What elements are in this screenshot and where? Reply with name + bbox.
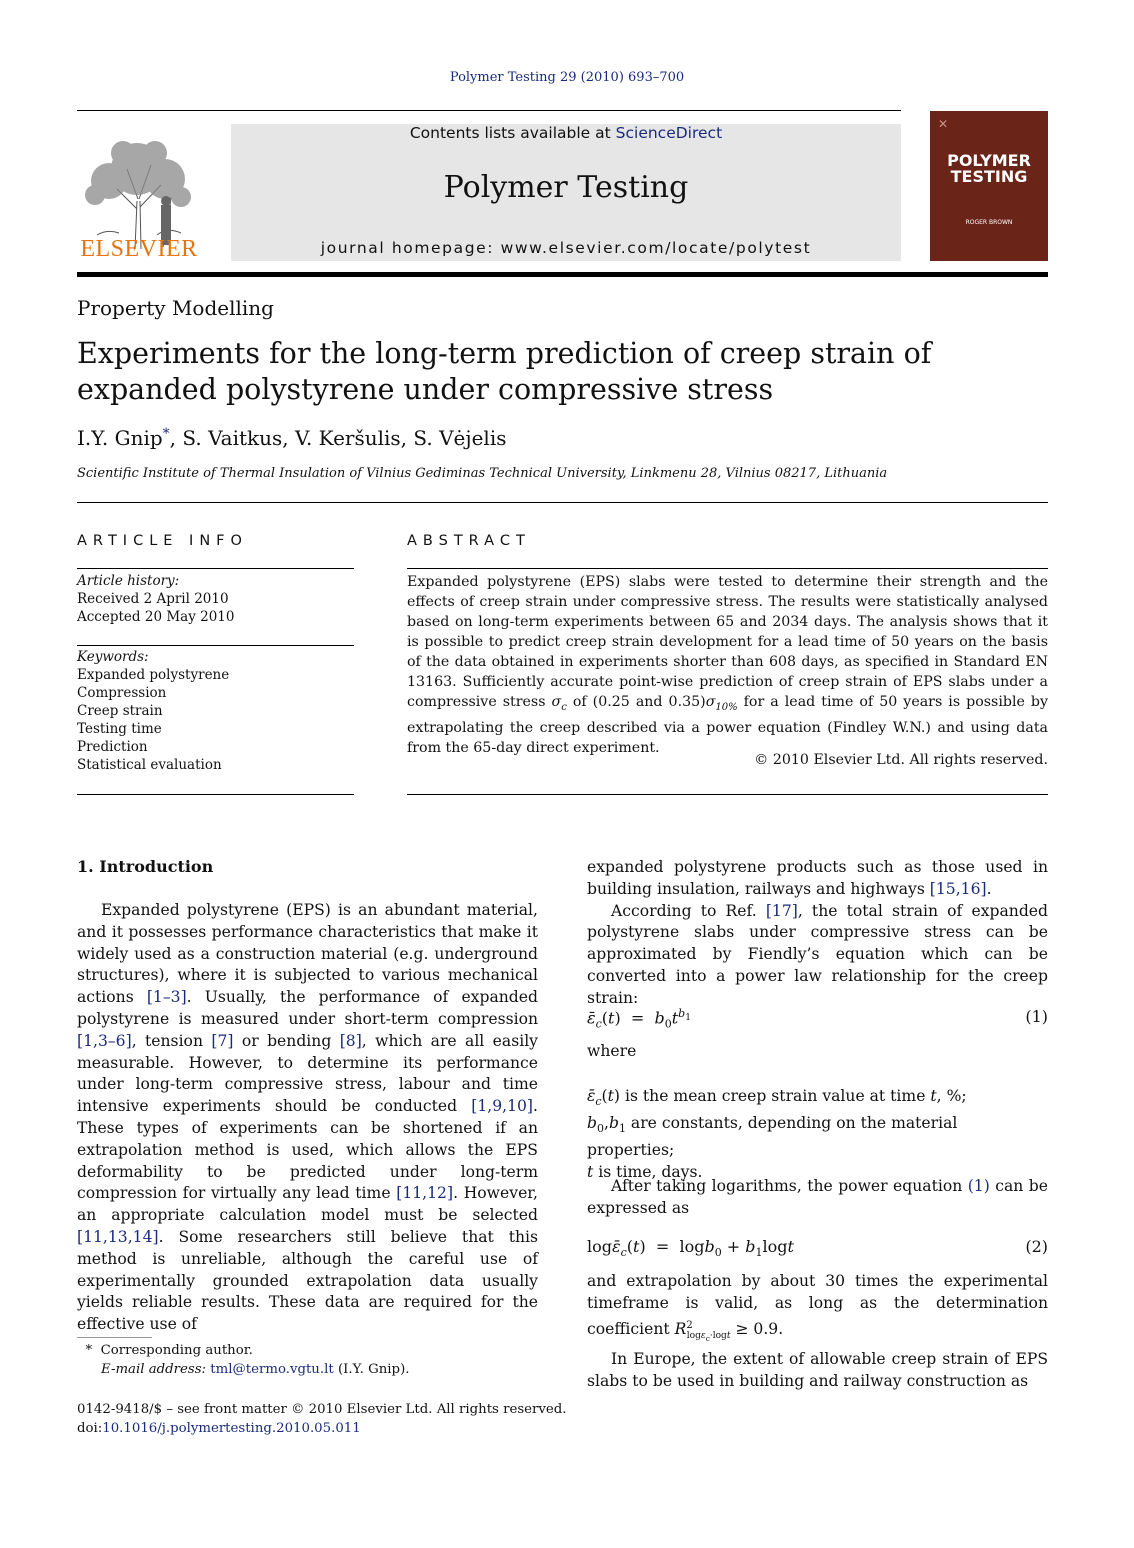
- paragraph-text: . These types of experiments can be shortened if an extrapolation method is used, which allows the EPS deformability to be predicted under long-term compression for virtually any lead time: [77, 1097, 538, 1203]
- keywords: Keywords: Expanded polystyrene Compression Creep strain Testing time Prediction Statistical evaluation: [77, 649, 230, 773]
- reference-link[interactable]: [11,12]: [396, 1184, 454, 1203]
- journal-citation[interactable]: Polymer Testing 29 (2010) 693–700: [449, 70, 685, 85]
- reference-link[interactable]: [8]: [339, 1031, 362, 1050]
- keyword: Prediction: [77, 739, 148, 755]
- cover-corner-mark: ✕: [938, 117, 949, 131]
- keyword: Creep strain: [77, 703, 163, 719]
- keyword: Expanded polystyrene: [77, 667, 230, 683]
- author-email-link[interactable]: tml@termo.vgtu.lt: [210, 1362, 334, 1377]
- right-paragraph-continued: [587, 857, 1048, 901]
- variable-definitions: [587, 1086, 1048, 1183]
- article-info-rule: [77, 568, 354, 569]
- journal-homepage[interactable]: journal homepage: www.elsevier.com/locate/polytest: [320, 239, 812, 257]
- equation-1-link[interactable]: (1): [967, 1177, 990, 1195]
- equation-2: $\log\varepsilon̄_c(t) = \log b_0 + b_1\log t$ (2): [587, 1237, 1048, 1260]
- doi-link[interactable]: 10.1016/j.polymertesting.2010.05.011: [102, 1421, 361, 1436]
- equation-1-number: (1): [1025, 1007, 1048, 1026]
- journal-cover: [930, 111, 1048, 261]
- abstract-text: Expanded polystyrene (EPS) slabs were tested to determine their strength and the effects of creep strain under compressive stress. The results were statistically analysed based on long-term experiments between 65 and 2034 days. The analysis shows that it is possible to predict creep strain development for a lead time of 50 years on the basis of the data obtained in experiments shorter than 608 days, as specified in Standard EN 13163. Sufficiently accurate point-wise prediction of creep strain of EPS slabs under a compressive stress $\sigma_c$ of (0.25 and $0.35)\sigma_{10\%}$ for a lead time of 50 years is possible by extrapolating the creep described via a power equation (Findley W.N.) and using data from the 65-day direct experiment.: [407, 574, 1049, 756]
- intro-left-column: [77, 900, 538, 1336]
- reference-link[interactable]: [1–3]: [146, 988, 187, 1007]
- intro-paragraph: [77, 900, 538, 1336]
- reference-link[interactable]: [11,13,14]: [77, 1227, 159, 1246]
- keyword: Testing time: [77, 721, 162, 737]
- paragraph-text: . Usually, the performance of expanded polystyrene is measured under short-term compression: [77, 988, 538, 1028]
- equation-2-number: (2): [1025, 1237, 1048, 1256]
- sigma-10: $\sigma_{10\%}$: [705, 694, 738, 713]
- journal-masthead: [231, 124, 901, 261]
- sciencedirect-link[interactable]: ScienceDirect: [615, 124, 723, 142]
- paragraph-text: , which are all easily measurable. However, to determine its performance under long-term compressive stress, labour and time intensive experiments should be conducted: [77, 1031, 538, 1116]
- paragraph-text: .: [986, 879, 992, 898]
- author-list: I.Y. Gnip*, S. Vaitkus, V. Keršulis, S. Vėjelis: [77, 426, 507, 450]
- paragraph-text: Expanded polystyrene (EPS) is an abundant material, and it possesses performance characteristics that make it widely used as a construction material (e.g. underground structures), where it is subjected to various mechanical actions: [77, 901, 538, 1007]
- header-top-rule: [77, 110, 901, 111]
- title-bottom-rule: [77, 502, 1048, 503]
- keywords-rule: [77, 645, 354, 646]
- reference-link[interactable]: [15,16]: [929, 879, 987, 898]
- contents-line: Contents lists available at ScienceDirect: [409, 124, 723, 142]
- abstract-bottom-rule: [407, 794, 1048, 795]
- definition-constants: $b_0,b_1$ are constants, depending on the material properties;: [587, 1113, 958, 1159]
- right-paragraph-fiendly: [587, 901, 1048, 1010]
- journal-title: Polymer Testing: [443, 170, 689, 205]
- abstract-copyright: © 2010 Elsevier Ltd. All rights reserved.: [754, 752, 1048, 768]
- footnote-rule: [77, 1337, 152, 1338]
- paragraph-text: , the total strain of expanded polystyrene slabs under compressive stress can be approximated by Fiendly’s equation which can be converted into a power law relationship for the creep strain:: [587, 901, 1049, 1007]
- cover-title-line1: POLYMER: [947, 151, 1031, 170]
- cover-editor: ROGER BROWN: [965, 219, 1013, 226]
- issn-footer: 0142-9418/$ – see front matter © 2010 Elsevier Ltd. All rights reserved. doi:10.1016/j.polymertesting.2010.05.011: [77, 1402, 567, 1436]
- received-date: Received 2 April 2010: [77, 591, 229, 607]
- paragraph-text: or bending: [233, 1031, 340, 1050]
- paragraph-text: . However, an appropriate calculation model must be selected: [77, 1184, 538, 1225]
- reference-link[interactable]: [17]: [765, 901, 798, 920]
- affiliation: Scientific Institute of Thermal Insulation of Vilnius Gediminas Technical University, Linkmenu 28, Vilnius 08217, Lithuania: [77, 466, 888, 481]
- header-thick-rule: [77, 272, 1048, 277]
- keyword: Compression: [77, 685, 167, 701]
- sigma-c: $\sigma_c$: [551, 694, 567, 713]
- extrapolation-paragraph: and extrapolation by about 30 times the experimental timeframe is valid, as long as the determination coefficient $R^2_{log\varepsilon_c\cdot logt} \ge 0.9$. In Europe, the extent of allowable creep strain of EPS slabs to be used in building and railway construction as: [587, 1271, 1048, 1393]
- section-label: Property Modelling: [77, 296, 274, 320]
- article-history: Article history: Received 2 April 2010 Accepted 20 May 2010: [77, 573, 235, 625]
- reference-link[interactable]: [1,9,10]: [471, 1097, 534, 1116]
- definition-strain: $\varepsilon̄_c(t)$ is the mean creep strain value at time t, %;: [587, 1087, 967, 1109]
- paragraph-text: , tension: [131, 1031, 212, 1050]
- corresponding-marker[interactable]: *: [162, 426, 170, 442]
- accepted-date: Accepted 20 May 2010: [77, 609, 235, 625]
- paragraph-text: expanded polystyrene products such as those used in building insulation, railways and highways: [587, 858, 1048, 898]
- where-label: where: [587, 1042, 637, 1060]
- paragraph-text: . Some researchers still believe that this method is unreliable, although the careful use of experimentally grounded extrapolation data usually yields reliable results. These data are required for the effective use of: [77, 1227, 538, 1334]
- corresponding-footnote: * Corresponding author. E-mail address: tml@termo.vgtu.lt (I.Y. Gnip).: [85, 1343, 410, 1377]
- reference-link[interactable]: [7]: [211, 1031, 234, 1050]
- article-info-heading: ARTICLE INFO: [77, 533, 248, 549]
- equation-1: $\varepsilon̄_c(t) = b_0t^{b_1}$ (1): [587, 1007, 1048, 1031]
- definition-time: t is time, days.: [587, 1162, 703, 1181]
- keyword: Statistical evaluation: [77, 757, 222, 773]
- reference-link[interactable]: [1,3–6]: [77, 1031, 132, 1050]
- article-info-bottom-rule: [77, 794, 354, 795]
- article-title: Experiments for the long-term prediction of creep strain of expanded polystyrene under compressive stress: [77, 337, 932, 406]
- cover-title-line2: TESTING: [950, 167, 1028, 186]
- europe-paragraph: In Europe, the extent of allowable creep strain of EPS slabs to be used in building and railway construction as: [587, 1350, 1048, 1391]
- log-paragraph: After taking logarithms, the power equation (1) can be expressed as: [587, 1177, 1048, 1217]
- paragraph-text: According to Ref.: [611, 901, 766, 920]
- issn-line: 0142-9418/$ – see front matter © 2010 Elsevier Ltd. All rights reserved.: [77, 1402, 567, 1417]
- section-heading-introduction: 1. Introduction: [77, 857, 214, 876]
- elsevier-logo-text: ELSEVIER: [80, 236, 198, 262]
- intro-right-column-top: [587, 857, 1048, 1010]
- abstract-rule: [407, 568, 1048, 569]
- abstract-heading: ABSTRACT: [407, 533, 531, 549]
